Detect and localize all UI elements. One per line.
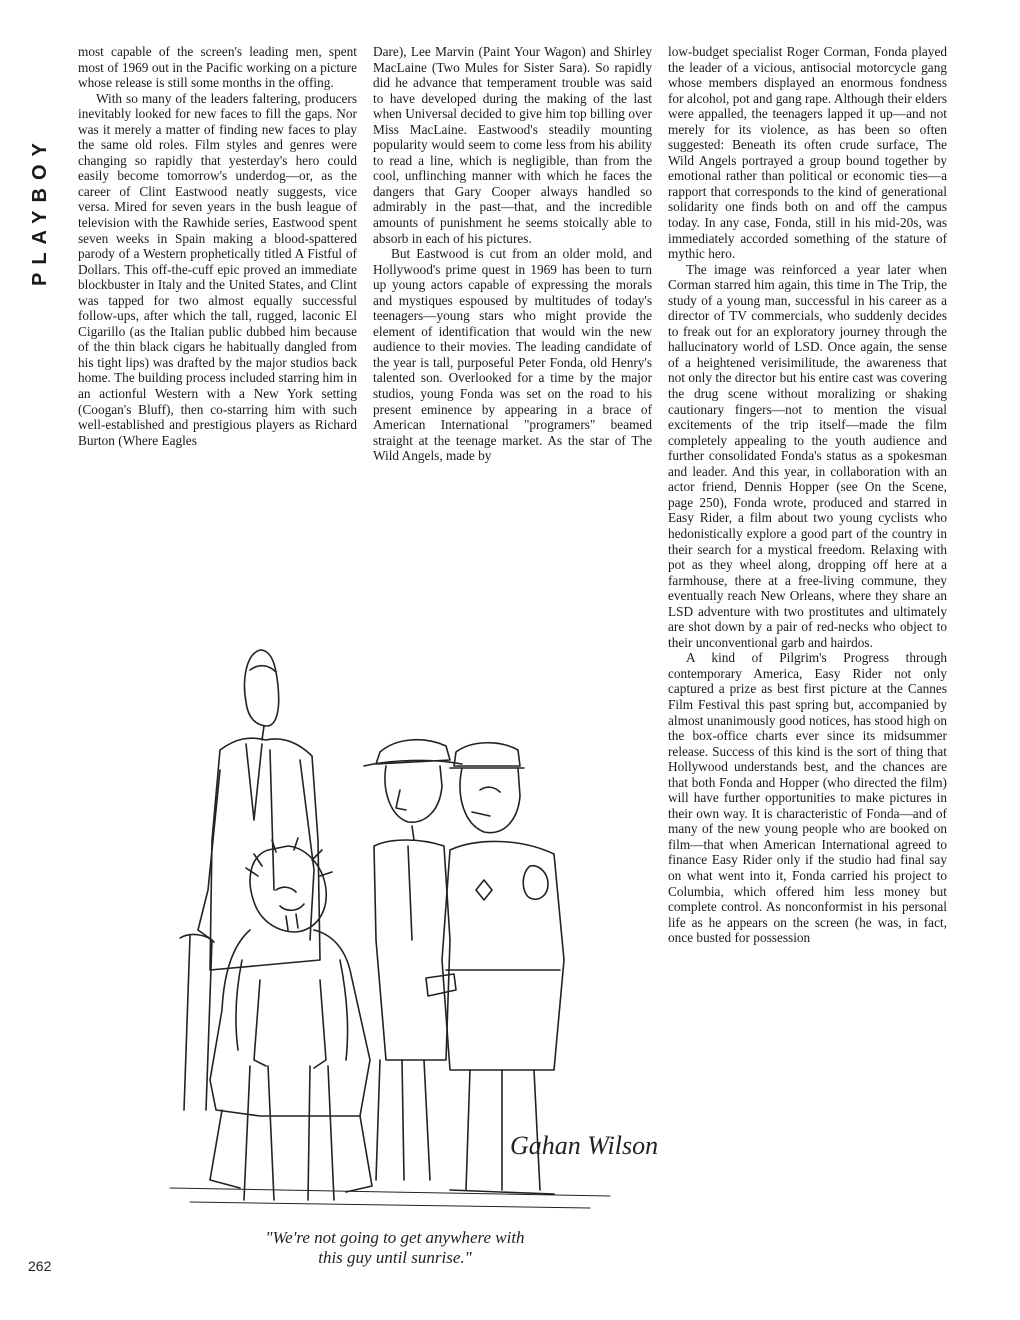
seated-werewolf-figure (210, 838, 372, 1200)
paragraph: low-budget specialist Roger Corman, Fonda played the leader of a vicious, antisocial motorcycle gang whose members displayed an enormous fondness for alcohol, pot and gang rape. Although their elders were appalled, the teenagers lapped it up—and not merely for its violence, as has been so often suggested: Beneath its often crude surface, The Wild Angels portrayed a group bound together by emotional rather than political or economic ties—a rapport that corresponds to the kind of generational solidarity one finds both on and off the campus today. In any case, Fonda, still in his mid-20s, was immediately accorded something of the stature of mythic hero. (668, 44, 947, 262)
text-column-2 (373, 44, 652, 464)
magazine-name: PLAYBOY (29, 135, 51, 286)
paragraph: With so many of the leaders faltering, producers inevitably looked for new faces to fill the gaps. Nor was it merely a matter of finding new faces to play the same old roles. Film styles and genres were changing so rapidly that yesterday's hero could easily become tomorrow's underdog—or, as the career of Clint Eastwood neatly suggests, vice versa. Mired for seven years in the bush league of television with the Rawhide series, Eastwood spent seven weeks in Spain making a blood-spattered parody of a Western prophetically titled A Fistful of Dollars. This off-the-cuff epic proved an immediate blockbuster in Italy and the United States, and Clint was tapped for two almost equally successful follow-ups, after which the tall, rugged, laconic El Cigarillo (as the Italian public dubbed him because of the thin black cigars he habitually dangled from his tight lips) was drafted by the major studios back home. The building process included starring him in an actionful Western with a New York setting (Coogan's Bluff), then co-starring him with such well-established and prestigious players as Richard Burton (Where Eagles (78, 90, 357, 448)
playboy-vertical-logo (28, 44, 64, 304)
cartoon-signature: Gahan Wilson (510, 1131, 659, 1160)
paragraph: The image was reinforced a year later when Corman starred him again, this time in The Trip, the study of a young man, successful in his career as a director of TV commercials, who suddenly decides to freak out for an exploratory journey through the hallucinatory world of LSD. Once again, the sense of a heightened verisimilitude, the awareness that not only the director but his entire cast was covering the drug scene without moralizing or shaking cautionary fingers—not to mention the visual excitements of the trip itself—made the film completely appealing to the youth audience and further consolidated Fonda's status as a spokesman and leader. And this year, in collaboration with an actor friend, Dennis Hopper (see On the Scene, page 250), Fonda wrote, produced and starred in Easy Rider, a film about two young cyclists who hedonistically explore a good part of the country in their search for a mystical freedom. Relaxing with pot as they wheel along, dropping off here at a farmhouse, there at a free-living commune, they eventually reach New Orleans, where they share an LSD adventure with two prostitutes and ultimately are shot down by a pair of red-necks who object to their unconventional garb and hairdos. (668, 261, 947, 650)
text-column-1 (78, 44, 357, 448)
paragraph: Dare), Lee Marvin (Paint Your Wagon) and Shirley MacLaine (Two Mules for Sister Sara). So rapidly did he advance that temperament trouble was said to have developed during the making of the last when Universal decided to give him top billing over Miss MacLaine. Eastwood's steadily mounting popularity would seem to come less from his ability to read a line, which is negligible, than from the cool, unflinching manner with which he faces the dangers that Gary Cooper always handled so admirably in the past—that, and the incredible amounts of punishment he seems stoically able to absorb in each of his pictures. (373, 44, 652, 246)
paragraph: most capable of the screen's leading men, spent most of 1969 out in the Pacific working on a picture whose release is still some months in the offing. (78, 44, 357, 91)
text-column-3 (668, 44, 947, 946)
paragraph: But Eastwood is cut from an older mold, and Hollywood's prime quest in 1969 has been to turn up young actors capable of expressing the morals and mystiques espoused by multitudes of today's teenagers—young stars who might provide the element of identification that would win the new audience to their movies. The leading candidate of the year is tall, purposeful Peter Fonda, old Henry's talented son. Overlooked for a time by the major studios, young Fonda was set on the road to his present eminence by appearing in a brace of American International "programers" beamed straight at the teenage market. As the star of The Wild Angels, made by (373, 246, 652, 464)
caption-line-2: this guy until sunrise." (318, 1248, 472, 1267)
paragraph: A kind of Pilgrim's Progress through contemporary America, Easy Rider not only captured a prize as best first picture at the Cannes Film Festival this past spring but, accompanied by almost unanimously good notices, has stood high on the box-office charts ever since its midsummer release. Success of this kind is the sort of thing that Hollywood understands best, and the chances are that both Fonda and Hopper (who directed the film) will have further opportunities to make pictures in their own way. It is characteristic of Fonda—and of many of the new young people who are booked on film—that when American International agreed to finance Easy Rider only if the studio had final say on what went into it, Fonda carried his project to Columbia, which offered him less money but complete control. As nonconformist in his personal life as he appears on the screen (he was, in fact, once busted for possession (668, 650, 947, 946)
cartoon-illustration (150, 640, 659, 1220)
cartoon-caption (150, 1228, 640, 1268)
page-number: 262 (28, 1258, 52, 1274)
man-in-hat-figure (364, 740, 462, 1180)
caption-line-1: "We're not going to get anywhere with (265, 1228, 525, 1247)
ground-lines (170, 1188, 610, 1208)
policeman-figure (426, 743, 564, 1194)
